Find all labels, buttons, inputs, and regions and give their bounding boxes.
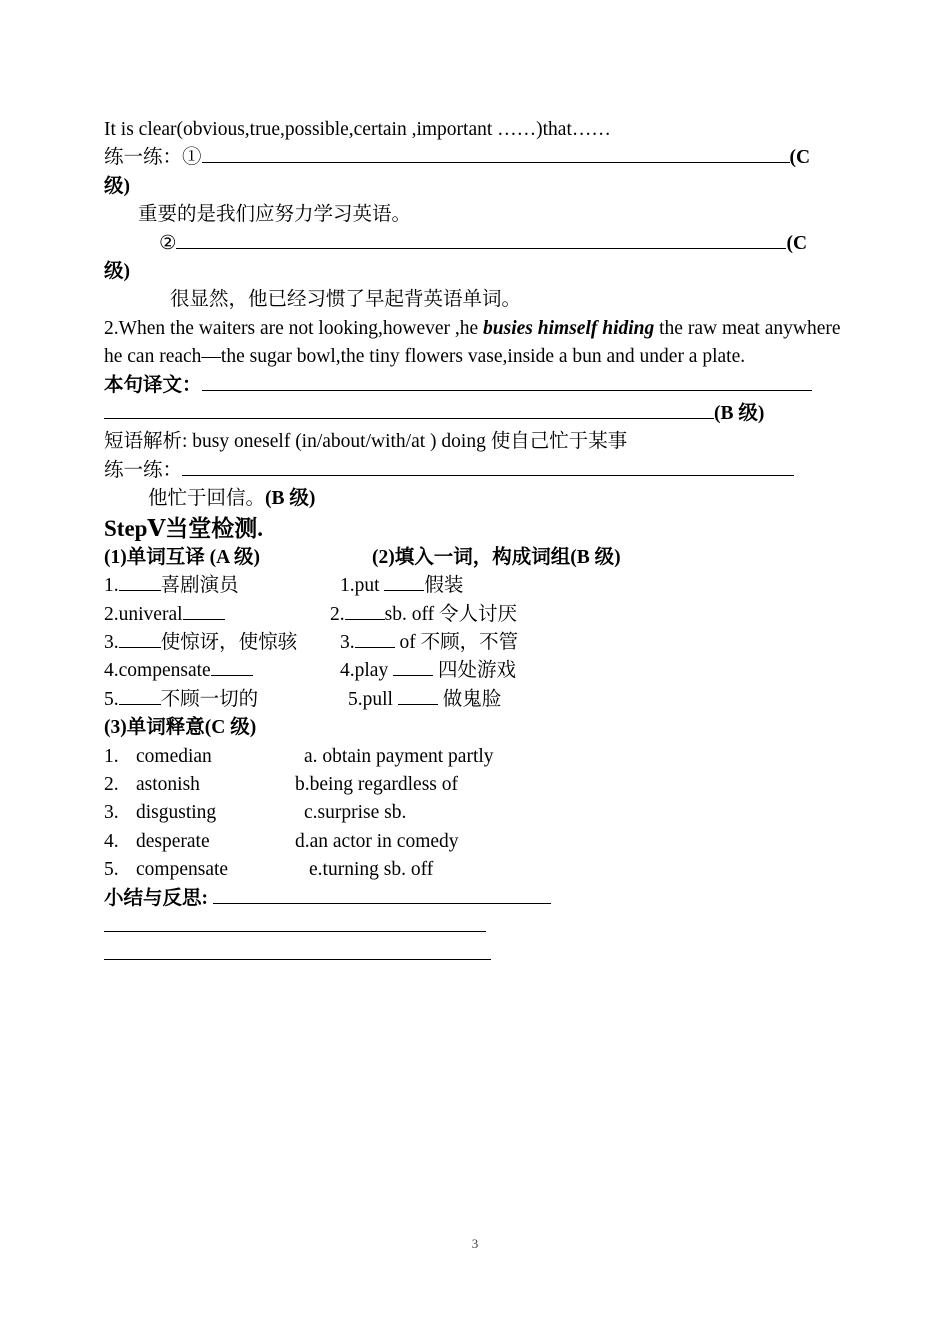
vocab-row <box>104 686 849 714</box>
answer-blank[interactable] <box>345 605 385 620</box>
section-3-title: (3)单词释意(C 级) <box>104 717 257 739</box>
level-label-cont: 级) <box>104 175 130 197</box>
translation-line-2 <box>104 400 849 428</box>
section-2-title: (2)填入一词，构成词组(B 级) <box>372 546 621 568</box>
summary-label: 小结与反思: <box>104 887 208 909</box>
matching-row <box>104 799 849 827</box>
practice-2-sentence: 很显然，他已经习惯了早起背英语单词。 <box>170 289 522 311</box>
matching-word: desperate <box>136 830 210 852</box>
vocab-left-pre: 3. <box>104 631 119 653</box>
vocab-row <box>104 572 849 600</box>
matching-word: compensate <box>136 859 229 881</box>
vocab-left-pre: 4.compensate <box>104 660 211 682</box>
matching-meaning: b.being regardless of <box>295 773 458 795</box>
vocab-row <box>104 601 849 629</box>
practice-2-label: ② <box>159 232 177 254</box>
vocab-rows <box>104 572 849 714</box>
vocab-right-pre: 1.put <box>340 575 385 597</box>
vocab-left-post: 使惊讶，使惊骇 <box>160 631 298 653</box>
item-2-text: 2.When the waiters are not looking,however ,he <box>104 317 484 339</box>
level-label: (C <box>786 232 808 254</box>
vocab-right <box>340 629 518 657</box>
vocab-right-post: 四处游戏 <box>433 660 516 682</box>
summary-line <box>104 885 849 913</box>
vocab-right <box>340 657 516 685</box>
translation-label: 本句译文： <box>104 374 202 396</box>
answer-blank[interactable] <box>393 661 433 676</box>
level-label: (C <box>789 147 811 169</box>
vocab-left-pre: 5. <box>104 688 119 710</box>
vocab-right-post: sb. off 令人讨厌 <box>384 603 517 625</box>
item-2-paragraph <box>104 315 849 372</box>
answer-blank[interactable] <box>119 690 161 705</box>
vocab-right-post: of 不顾，不管 <box>394 631 519 653</box>
vocab-left <box>104 629 340 657</box>
answer-blank[interactable] <box>211 661 253 676</box>
practice-3-sentence-line <box>104 485 849 513</box>
matching-row <box>104 828 849 856</box>
matching-meaning: e.turning sb. off <box>309 859 434 881</box>
phrase-note: 短语解析: busy oneself (in/about/with/at ) doing 使自己忙于某事 <box>104 431 628 453</box>
practice-2-line <box>104 230 849 258</box>
matching-number: 4. <box>104 830 119 852</box>
vocab-left-pre: 1. <box>104 575 119 597</box>
practice-1-sentence: 重要的是我们应努力学习英语。 <box>138 204 412 226</box>
vocab-left <box>104 601 330 629</box>
vocab-right <box>330 601 517 629</box>
section-headings <box>104 544 849 572</box>
matching-row <box>104 743 849 771</box>
answer-blank[interactable] <box>355 633 395 648</box>
vocab-row <box>104 629 849 657</box>
vocab-left-post: 喜剧演员 <box>160 575 239 597</box>
matching-number: 2. <box>104 773 119 795</box>
matching-word: comedian <box>136 745 212 767</box>
matching-meaning: a. obtain payment partly <box>304 745 494 767</box>
vocab-right-post: 做鬼脸 <box>437 688 502 710</box>
practice-3-sentence: 他忙于回信。 <box>148 488 266 510</box>
item-2-text-rest: the raw meat anywhere he can reach—the sugar bowl,the tiny flowers vase,inside a bun and under a plate. <box>104 317 841 368</box>
answer-blank[interactable] <box>104 942 491 960</box>
worksheet-page <box>104 116 849 970</box>
matching-number: 3. <box>104 802 119 824</box>
vocab-left <box>104 686 348 714</box>
matching-row <box>104 856 849 884</box>
level-label: (B 级) <box>265 488 316 510</box>
answer-blank[interactable] <box>183 605 225 620</box>
matching-number: 5. <box>104 859 119 881</box>
vocab-right-pre: 5.pull <box>348 688 398 710</box>
vocab-left-pre: 2.univeral <box>104 603 183 625</box>
item-2-emphasis: busies himself hiding <box>483 317 655 339</box>
vocab-right-pre: 2. <box>330 603 345 625</box>
vocab-right-pre: 3. <box>340 631 355 653</box>
intro-line: It is clear(obvious,true,possible,certain ,important ……)that…… <box>104 119 611 140</box>
answer-blank[interactable] <box>176 231 786 249</box>
level-label-cont: 级) <box>104 261 130 283</box>
matching-meaning: d.an actor in comedy <box>295 830 459 852</box>
vocab-left-post: 不顾一切的 <box>160 688 259 710</box>
answer-blank[interactable] <box>384 576 424 591</box>
answer-blank[interactable] <box>104 914 486 932</box>
vocab-left <box>104 657 340 685</box>
vocab-right-post: 假装 <box>424 575 464 597</box>
vocab-left <box>104 572 340 600</box>
practice-1-label: 练一练：① <box>104 147 202 169</box>
practice-1-line <box>104 144 849 172</box>
summary-line-2 <box>104 913 849 941</box>
answer-blank[interactable] <box>182 458 794 476</box>
section-1-title: (1)单词互译 (A 级) <box>104 546 260 568</box>
answer-blank[interactable] <box>202 373 812 391</box>
matching-number: 1. <box>104 745 119 767</box>
level-label: (B 级) <box>714 403 765 425</box>
practice-3-label: 练一练： <box>104 459 183 481</box>
vocab-row <box>104 657 849 685</box>
vocab-right <box>348 686 501 714</box>
answer-blank[interactable] <box>398 690 438 705</box>
practice-3-line <box>104 457 849 485</box>
matching-meaning: c.surprise sb. <box>304 802 407 824</box>
matching-word: disgusting <box>136 802 217 824</box>
matching-word: astonish <box>136 773 200 795</box>
step-heading: StepⅤ当堂检测. <box>104 515 264 541</box>
page-number: 3 <box>471 1236 479 1251</box>
answer-blank[interactable] <box>119 576 161 591</box>
matching-list <box>104 743 849 885</box>
translation-line <box>104 372 849 400</box>
answer-blank[interactable] <box>213 886 551 904</box>
matching-row <box>104 771 849 799</box>
vocab-right <box>340 572 463 600</box>
answer-blank[interactable] <box>202 145 790 163</box>
summary-line-3 <box>104 941 849 969</box>
answer-blank[interactable] <box>104 401 714 419</box>
answer-blank[interactable] <box>119 633 161 648</box>
vocab-right-pre: 4.play <box>340 660 394 682</box>
